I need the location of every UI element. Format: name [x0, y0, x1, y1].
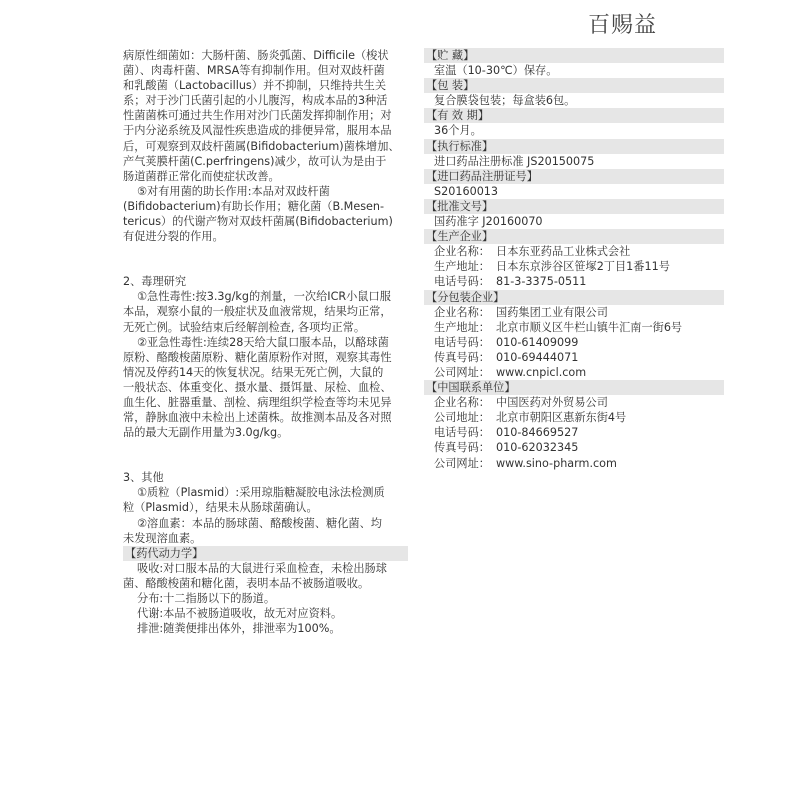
manufacturer-name-row	[424, 244, 724, 259]
text-line: 产气荚膜杆菌(C.perfringens)减少，故可认为是由于	[123, 154, 387, 168]
acute-toxicity-paragraph	[123, 289, 408, 334]
text-line: 未发现溶血素。	[123, 531, 202, 545]
field-value: 北京市顺义区牛栏山镇牛汇南一街6号	[496, 320, 683, 334]
pharmacokinetics-heading: 【药代动力学】	[123, 546, 408, 561]
import-registration-value: S20160013	[434, 184, 499, 198]
field-label: 生产地址：	[434, 320, 490, 334]
contact-fax-row	[424, 440, 724, 455]
field-value: 010-61409099	[496, 335, 579, 349]
hemolysin-paragraph	[123, 516, 408, 546]
field-value: 北京市朝阳区惠新东街4号	[496, 411, 627, 425]
text-line: 系；对于沙门氏菌引起的小儿腹泻，构成本品的3种活	[123, 94, 388, 108]
field-value: 010-62032345	[496, 441, 579, 455]
field-value: www.cnpicl.com	[496, 365, 587, 379]
field-value: 中国医药对外贸易公司	[496, 396, 608, 410]
growth-promotion-paragraph	[123, 184, 408, 244]
china-contact-heading: 【中国联系单位】	[424, 380, 724, 395]
manufacturer-heading: 【生产企业】	[424, 229, 724, 244]
contact-address-row	[424, 410, 724, 425]
text-line: 吸收:对口服本品的大鼠进行采血检查，未检出肠球	[137, 561, 387, 575]
field-value: 日本东亚药品工业株式会社	[496, 245, 631, 259]
absorption-paragraph	[123, 561, 408, 591]
text-line: 无死亡例。试验结束后经解剖检查, 各项均正常。	[123, 320, 366, 334]
metabolism-line: 代谢:本品不被肠道吸收，故无对应资料。	[137, 607, 343, 621]
toxicology-heading: 2、毒理研究	[123, 275, 187, 289]
contact-website-row	[424, 456, 724, 471]
text-line: ①急性毒性:按3.3g/kg的剂量，一次给ICR小鼠口服	[137, 290, 391, 304]
field-label: 公司地址：	[434, 411, 490, 425]
packager-phone-row	[424, 335, 724, 350]
standard-heading: 【执行标准】	[424, 139, 724, 154]
storage-value: 室温（10-30℃）保存。	[434, 64, 558, 78]
text-line: ②溶血素：本品的肠球菌、酪酸梭菌、糖化菌、均	[137, 516, 382, 530]
text-line: ②亚急性毒性:连续28天给大鼠口服本品，以酪球菌	[137, 335, 389, 349]
antibacterial-paragraph	[123, 48, 408, 184]
approval-heading: 【批准文号】	[424, 199, 724, 214]
packager-fax-row	[424, 350, 724, 365]
packager-heading: 【分包装企业】	[424, 290, 724, 305]
text-line: 有促进分裂的作用。	[123, 230, 224, 244]
field-label: 传真号码：	[434, 441, 490, 455]
field-label: 公司网址：	[434, 456, 490, 470]
field-label: 公司网址：	[434, 365, 490, 379]
text-line: 肠道菌群正常化而使症状改善。	[123, 169, 280, 183]
field-value: 010-69444071	[496, 350, 579, 364]
text-line: ⑤对有用菌的助长作用:本品对双歧杆菌	[137, 184, 330, 198]
text-line: 一般状态、体重变化、摄水量、摄饵量、尿检、血检、	[123, 380, 392, 394]
field-label: 企业名称：	[434, 305, 490, 319]
left-column	[123, 48, 408, 636]
brand-logo-text: 百赐益	[588, 13, 658, 38]
package-value: 复合膜袋包装；每盒装6包。	[434, 94, 576, 108]
text-line: 菌、酪酸梭菌和糖化菌，表明本品不被肠道吸收。	[123, 576, 370, 590]
contact-name-row	[424, 395, 724, 410]
field-value: 国药集团工业有限公司	[496, 305, 608, 319]
manufacturer-phone-row	[424, 274, 724, 289]
plasmid-paragraph	[123, 485, 408, 515]
text-line: 情况及停药14天的恢复状况。结果无死亡例，大鼠的	[123, 365, 384, 379]
field-label: 电话号码：	[434, 275, 490, 289]
validity-value: 36个月。	[434, 124, 482, 138]
text-line: (Bifidobacterium)有助长作用；糖化菌（B.Mesen-	[123, 199, 385, 213]
text-line: 病原性细菌如：大肠杆菌、肠炎弧菌、Difficile（梭状	[123, 49, 389, 62]
field-label: 企业名称：	[434, 245, 490, 259]
subacute-toxicity-paragraph	[123, 335, 408, 441]
field-value: www.sino-pharm.com	[496, 456, 617, 470]
text-line: 原粉、酪酸梭菌原粉、糖化菌原粉作对照，观察其毒性	[123, 350, 392, 364]
packager-name-row	[424, 305, 724, 320]
contact-phone-row	[424, 425, 724, 440]
text-line: 性菌菌株可通过共生作用对沙门氏菌发挥抑制作用；对	[123, 109, 392, 123]
field-value: 010-84669527	[496, 426, 579, 440]
text-line: 于内分泌系统及风湿性疾患造成的排便异常，服用本品	[123, 124, 392, 138]
text-line: ①质粒（Plasmid）:采用琼脂糖凝胶电泳法检测质	[137, 486, 385, 500]
packager-address-row	[424, 320, 724, 335]
field-label: 传真号码：	[434, 350, 490, 364]
text-line: 菌）、肉毒杆菌、MRSA等有抑制作用。但对双歧杆菌	[123, 64, 385, 78]
packager-website-row	[424, 365, 724, 380]
field-label: 电话号码：	[434, 335, 490, 349]
field-label: 生产地址：	[434, 260, 490, 274]
text-line: 常，静脉血液中未检出上述菌株。故推测本品及各对照	[123, 411, 392, 425]
text-line: 品的最大无副作用量为3.0g/kg。	[123, 426, 289, 440]
approval-value: 国药准字 J20160070	[434, 215, 543, 229]
text-line: 粒（Plasmid），结果未从肠球菌确认。	[123, 501, 318, 515]
storage-heading: 【贮 藏】	[424, 48, 724, 63]
text-line: 后，可观察到双歧杆菌属(Bifidobacterium)菌株增加、	[123, 139, 400, 153]
package-heading: 【包 装】	[424, 78, 724, 93]
manufacturer-address-row	[424, 259, 724, 274]
right-column	[424, 48, 724, 471]
field-label: 企业名称：	[434, 396, 490, 410]
import-registration-heading: 【进口药品注册证号】	[424, 169, 724, 184]
standard-value: 进口药品注册标准 JS20150075	[434, 154, 595, 168]
field-value: 81-3-3375-0511	[496, 275, 587, 289]
distribution-line: 分布:十二指肠以下的肠道。	[137, 592, 276, 605]
text-line: tericus）的代谢产物对双歧杆菌属(Bifidobacterium)	[123, 215, 393, 229]
field-value: 日本东京涉谷区笹塚2丁目1番11号	[496, 260, 670, 274]
excretion-line: 排泄:随粪便排出体外，排泄率为100%。	[137, 622, 341, 636]
text-line: 血生化、脏器重量、剖检、病理组织学检查等均未见异	[123, 395, 392, 409]
validity-heading: 【有 效 期】	[424, 108, 724, 123]
text-line: 和乳酸菌（Lactobacillus）并不抑制，只维持共生关	[123, 79, 387, 93]
field-label: 电话号码：	[434, 426, 490, 440]
text-line: 本品，观察小鼠的一般症状及血液常规，结果均正常，	[123, 305, 392, 319]
other-heading: 3、其他	[123, 471, 164, 485]
